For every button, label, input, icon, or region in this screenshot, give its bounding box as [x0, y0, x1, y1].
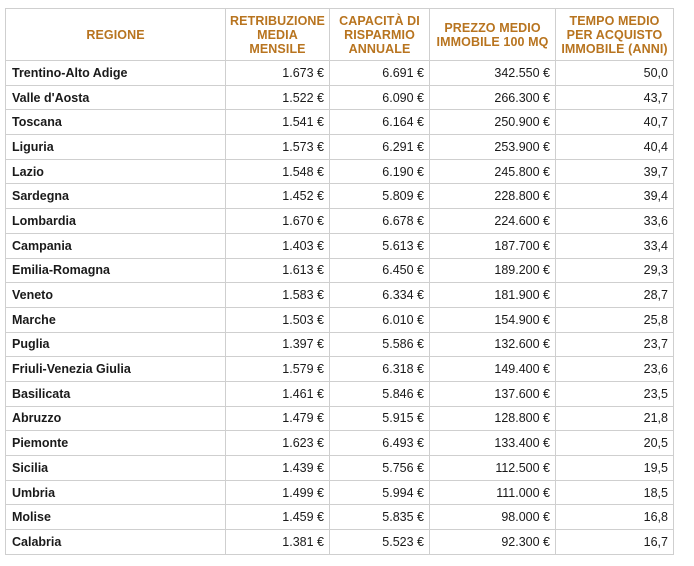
cell-years: 33,4	[556, 233, 674, 258]
cell-region: Emilia-Romagna	[6, 258, 226, 283]
cell-price: 137.600 €	[430, 381, 556, 406]
cell-salary: 1.439 €	[226, 456, 330, 481]
cell-savings: 5.613 €	[330, 233, 430, 258]
cell-years: 16,7	[556, 530, 674, 555]
table-row	[6, 258, 674, 283]
cell-salary: 1.479 €	[226, 406, 330, 431]
cell-price: 250.900 €	[430, 110, 556, 135]
cell-years: 40,7	[556, 110, 674, 135]
regional-housing-table	[5, 8, 674, 555]
table-row	[6, 184, 674, 209]
table-body	[6, 61, 674, 555]
cell-savings: 6.691 €	[330, 61, 430, 86]
cell-salary: 1.673 €	[226, 61, 330, 86]
table-row	[6, 110, 674, 135]
cell-salary: 1.459 €	[226, 505, 330, 530]
cell-savings: 5.835 €	[330, 505, 430, 530]
cell-salary: 1.499 €	[226, 480, 330, 505]
cell-years: 16,8	[556, 505, 674, 530]
cell-salary: 1.397 €	[226, 332, 330, 357]
cell-price: 98.000 €	[430, 505, 556, 530]
cell-price: 154.900 €	[430, 307, 556, 332]
table-row	[6, 406, 674, 431]
cell-years: 19,5	[556, 456, 674, 481]
cell-price: 189.200 €	[430, 258, 556, 283]
cell-salary: 1.503 €	[226, 307, 330, 332]
cell-savings: 5.523 €	[330, 530, 430, 555]
header-region: REGIONE	[6, 9, 226, 61]
cell-years: 28,7	[556, 283, 674, 308]
cell-region: Piemonte	[6, 431, 226, 456]
cell-region: Trentino-Alto Adige	[6, 61, 226, 86]
cell-price: 342.550 €	[430, 61, 556, 86]
header-savings: CAPACITÀ DI RISPARMIO ANNUALE	[330, 9, 430, 61]
cell-savings: 5.915 €	[330, 406, 430, 431]
cell-region: Abruzzo	[6, 406, 226, 431]
table-row	[6, 530, 674, 555]
cell-salary: 1.461 €	[226, 381, 330, 406]
table-row	[6, 431, 674, 456]
table-row	[6, 283, 674, 308]
cell-region: Basilicata	[6, 381, 226, 406]
table-row	[6, 135, 674, 160]
cell-price: 253.900 €	[430, 135, 556, 160]
table-row	[6, 61, 674, 86]
cell-price: 149.400 €	[430, 357, 556, 382]
cell-years: 23,5	[556, 381, 674, 406]
table-row	[6, 480, 674, 505]
table-row	[6, 85, 674, 110]
cell-region: Friuli-Venezia Giulia	[6, 357, 226, 382]
cell-salary: 1.623 €	[226, 431, 330, 456]
cell-savings: 6.291 €	[330, 135, 430, 160]
cell-price: 181.900 €	[430, 283, 556, 308]
cell-region: Calabria	[6, 530, 226, 555]
cell-price: 112.500 €	[430, 456, 556, 481]
cell-savings: 6.493 €	[330, 431, 430, 456]
table-row	[6, 456, 674, 481]
cell-salary: 1.541 €	[226, 110, 330, 135]
cell-years: 50,0	[556, 61, 674, 86]
header-row	[6, 9, 674, 61]
cell-price: 92.300 €	[430, 530, 556, 555]
cell-savings: 5.756 €	[330, 456, 430, 481]
cell-price: 187.700 €	[430, 233, 556, 258]
cell-years: 18,5	[556, 480, 674, 505]
cell-price: 228.800 €	[430, 184, 556, 209]
cell-savings: 6.164 €	[330, 110, 430, 135]
cell-region: Umbria	[6, 480, 226, 505]
cell-region: Campania	[6, 233, 226, 258]
cell-region: Sardegna	[6, 184, 226, 209]
cell-salary: 1.548 €	[226, 159, 330, 184]
cell-region: Marche	[6, 307, 226, 332]
table-row	[6, 209, 674, 234]
cell-price: 111.000 €	[430, 480, 556, 505]
cell-price: 128.800 €	[430, 406, 556, 431]
cell-savings: 6.450 €	[330, 258, 430, 283]
cell-years: 23,7	[556, 332, 674, 357]
cell-years: 33,6	[556, 209, 674, 234]
cell-region: Lazio	[6, 159, 226, 184]
cell-years: 29,3	[556, 258, 674, 283]
cell-savings: 5.994 €	[330, 480, 430, 505]
cell-price: 224.600 €	[430, 209, 556, 234]
data-table-container	[5, 8, 674, 555]
cell-years: 25,8	[556, 307, 674, 332]
cell-savings: 5.809 €	[330, 184, 430, 209]
header-salary: RETRIBUZIONE MEDIA MENSILE	[226, 9, 330, 61]
cell-salary: 1.403 €	[226, 233, 330, 258]
cell-savings: 5.586 €	[330, 332, 430, 357]
cell-region: Puglia	[6, 332, 226, 357]
cell-region: Sicilia	[6, 456, 226, 481]
cell-salary: 1.573 €	[226, 135, 330, 160]
cell-years: 40,4	[556, 135, 674, 160]
cell-years: 20,5	[556, 431, 674, 456]
cell-salary: 1.583 €	[226, 283, 330, 308]
cell-price: 132.600 €	[430, 332, 556, 357]
cell-price: 133.400 €	[430, 431, 556, 456]
cell-years: 39,7	[556, 159, 674, 184]
table-row	[6, 332, 674, 357]
cell-region: Lombardia	[6, 209, 226, 234]
cell-price: 245.800 €	[430, 159, 556, 184]
cell-region: Veneto	[6, 283, 226, 308]
cell-salary: 1.670 €	[226, 209, 330, 234]
cell-region: Toscana	[6, 110, 226, 135]
cell-savings: 6.334 €	[330, 283, 430, 308]
cell-region: Valle d'Aosta	[6, 85, 226, 110]
cell-years: 23,6	[556, 357, 674, 382]
cell-price: 266.300 €	[430, 85, 556, 110]
cell-salary: 1.452 €	[226, 184, 330, 209]
table-row	[6, 505, 674, 530]
table-header	[6, 9, 674, 61]
table-row	[6, 307, 674, 332]
cell-salary: 1.381 €	[226, 530, 330, 555]
cell-years: 43,7	[556, 85, 674, 110]
cell-savings: 6.190 €	[330, 159, 430, 184]
cell-years: 39,4	[556, 184, 674, 209]
table-row	[6, 381, 674, 406]
cell-savings: 6.678 €	[330, 209, 430, 234]
cell-region: Molise	[6, 505, 226, 530]
table-row	[6, 159, 674, 184]
cell-savings: 6.090 €	[330, 85, 430, 110]
cell-years: 21,8	[556, 406, 674, 431]
cell-savings: 5.846 €	[330, 381, 430, 406]
cell-salary: 1.522 €	[226, 85, 330, 110]
table-row	[6, 233, 674, 258]
header-years: TEMPO MEDIO PER ACQUISTO IMMOBILE (ANNI)	[556, 9, 674, 61]
cell-savings: 6.010 €	[330, 307, 430, 332]
cell-savings: 6.318 €	[330, 357, 430, 382]
table-row	[6, 357, 674, 382]
cell-salary: 1.613 €	[226, 258, 330, 283]
cell-region: Liguria	[6, 135, 226, 160]
cell-salary: 1.579 €	[226, 357, 330, 382]
header-price: PREZZO MEDIO IMMOBILE 100 MQ	[430, 9, 556, 61]
